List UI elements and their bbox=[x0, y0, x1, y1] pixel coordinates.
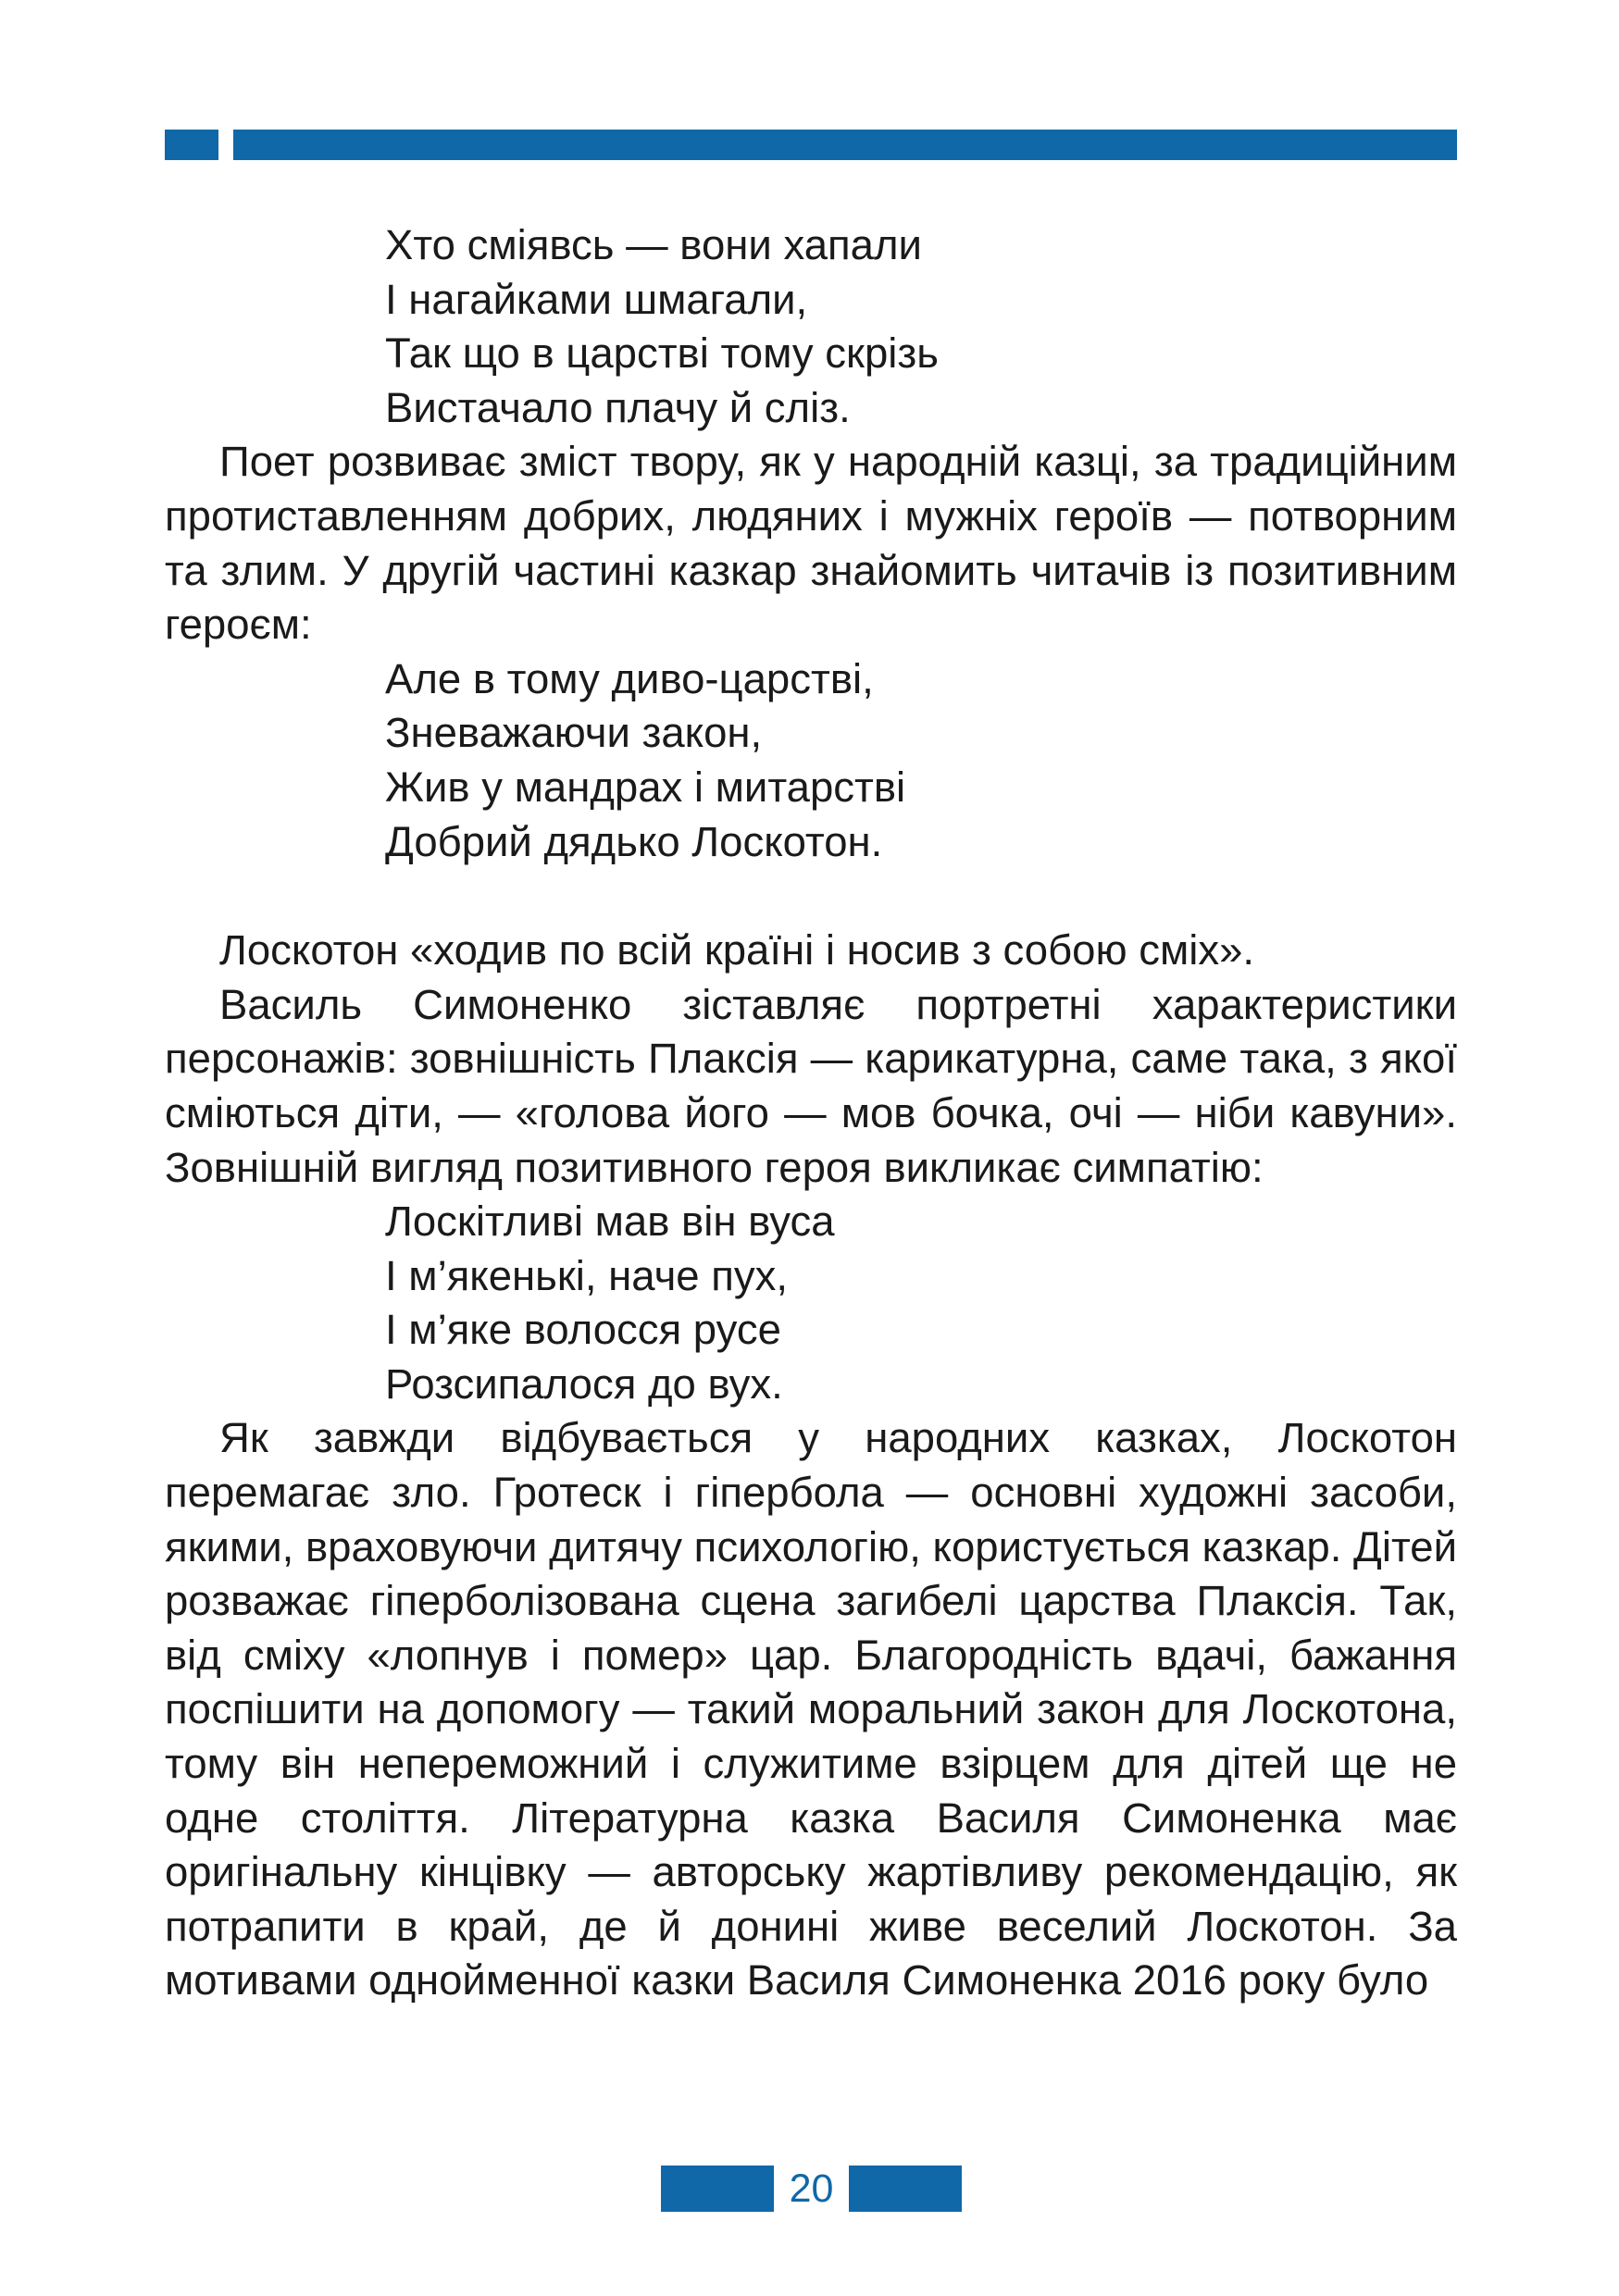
verse-line: І м’яке волосся русе bbox=[385, 1306, 781, 1354]
page-footer bbox=[0, 2166, 1619, 2212]
header-bar-long bbox=[233, 130, 1457, 160]
page-body bbox=[165, 218, 1457, 2008]
paragraph-2: Лоскотон «ходив по всій країні і носив з собою сміх». bbox=[219, 926, 1255, 974]
verse-stanza-2 bbox=[165, 652, 1457, 869]
paragraph-1: Поет розвиває зміст твору, як у народній казці, за традиційним протиставленням добрих, людяних і мужніх героїв — потворним та злим. У другій частині казкар знайомить читачів із позитивним героєм: bbox=[165, 438, 1457, 649]
verse-line: Вистачало плачу й сліз. bbox=[385, 383, 851, 431]
footer-bar-right bbox=[849, 2166, 962, 2212]
verse-stanza-3 bbox=[165, 1195, 1457, 1411]
page-number: 20 bbox=[789, 2166, 834, 2211]
header-bar-short bbox=[165, 130, 218, 160]
paragraph-4: Як завжди відбувається у народних казках, Лоскотон перемагає зло. Гротеск і гіпербола — основні художні засоби, якими, враховуючи дитячу психологію, користується казкар. Дітей розважає гіперболізована сцена загибелі царства Плаксія. Так, від сміху «лопнув і помер» цар. Благородність вдачі, бажання поспішити на допомогу — такий моральний закон для Лоскотона, тому він непереможний і служитиме взірцем для дітей ще не одне століття. Літературна казка Василя Симоненка має оригінальну кінцівку — авторську жартівливу рекомендацію, як потрапити в край, де й донині живе веселий Лоскотон. За мотивами однойменної казки Василя Симоненка 2016 року було bbox=[165, 1414, 1457, 2004]
verse-line: Зневажаючи закон, bbox=[385, 709, 763, 757]
verse-line: Але в тому диво-царстві, bbox=[385, 654, 874, 702]
verse-line: Лоскітливі мав він вуса bbox=[385, 1198, 835, 1246]
paragraph-3: Василь Симоненко зіставляє портретні характеристики персонажів: зовнішність Плаксія — карикатурна, саме така, з якої сміються діти, — «голова його — мов бочка, очі — ніби кавуни». Зовнішній вигляд позитивного героя викликає симпатію: bbox=[165, 980, 1457, 1191]
verse-stanza-1 bbox=[165, 218, 1457, 435]
verse-line: Добрий дядько Лоскотон. bbox=[385, 817, 883, 865]
verse-line: І нагайками шмагали, bbox=[385, 275, 808, 323]
verse-line: Так що в царстві тому скрізь bbox=[385, 329, 939, 378]
verse-line: Розсипалося до вух. bbox=[385, 1359, 783, 1408]
verse-line: Хто сміявсь — вони хапали bbox=[385, 221, 922, 268]
verse-line: Жив у мандрах і митарстві bbox=[385, 763, 906, 811]
footer-bar-left bbox=[661, 2166, 774, 2212]
verse-line: І м’якенькі, наче пух, bbox=[385, 1251, 789, 1299]
spacer bbox=[165, 869, 1457, 924]
